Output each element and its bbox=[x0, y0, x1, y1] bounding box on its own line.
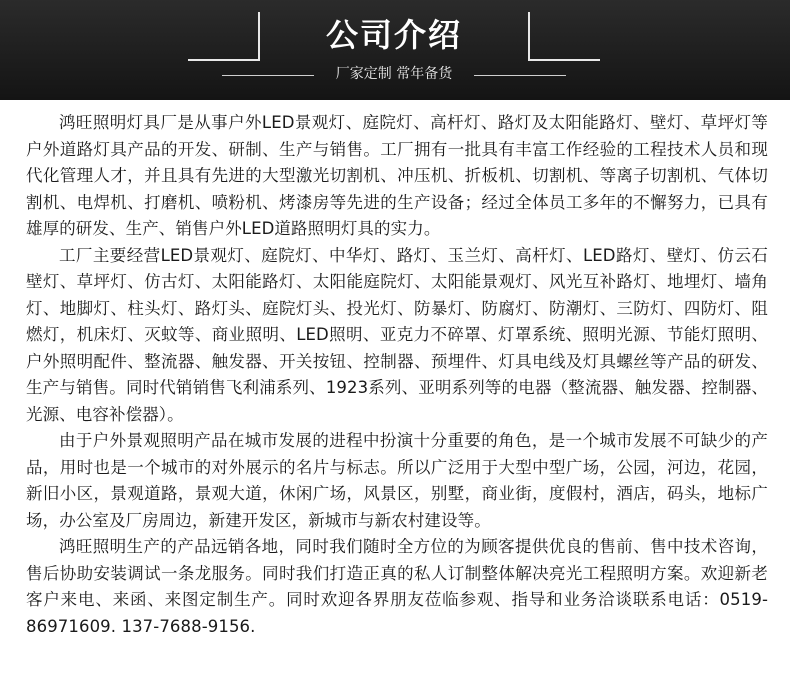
intro-paragraph-1: 鸿旺照明灯具厂是从事户外LED景观灯、庭院灯、高杆灯、路灯及太阳能路灯、壁灯、草坪灯等户外道路灯具产品的开发、研制、生产与销售。工厂拥有一批具有丰富工作经验的工程技术人员和现代化管理人才，并且具有先进的大型激光切割机、冲压机、折板机、切割机、等离子切割机、气体切割机、电焊机、打磨机、喷粉机、烤漆房等先进的生产设备；经过全体员工多年的不懈努力，已具有雄厚的研发、生产、销售户外LED道路照明灯具的实力。 bbox=[26, 113, 768, 238]
subtitle-right-line bbox=[474, 75, 566, 76]
intro-paragraph-2: 工厂主要经营LED景观灯、庭院灯、中华灯、路灯、玉兰灯、高杆灯、LED路灯、壁灯、仿云石壁灯、草坪灯、仿古灯、太阳能路灯、太阳能庭院灯、太阳能景观灯、风光互补路灯、地埋灯、墙角灯、地脚灯、柱头灯、路灯头、庭院灯头、投光灯、防暴灯、防腐灯、防潮灯、三防灯、四防灯、阻燃灯，机床灯、灭蚊等、商业照明、LED照明、亚克力不碎罩、灯罩系统、照明光源、节能灯照明、户外照明配件、整流器、触发器、开关按钮、控制器、预埋件、灯具电线及灯具螺丝等产品的研发、生产与销售。同时代销销售飞利浦系列、1923系列、亚明系列等的电器（整流器、触发器、控制器、光源、电容补偿器）。 bbox=[26, 245, 768, 424]
subtitle-left-line bbox=[222, 75, 314, 76]
page-subtitle: 厂家定制 常年备货 bbox=[335, 66, 453, 82]
intro-paragraph-3: 由于户外景观照明产品在城市发展的进程中扮演十分重要的角色，是一个城市发展不可缺少的产品，用时也是一个城市的对外展示的名片与标志。所以广泛用于大型中型广场，公园，河边，花园，新旧小区，景观道路，景观大道，休闲广场，风景区，别墅，商业街，度假村，酒店，码头，地标广场，办公室及厂房周边，新建开发区，新城市与新农村建设等。 bbox=[26, 431, 768, 530]
left-divider-line bbox=[188, 59, 260, 61]
header-banner bbox=[0, 0, 790, 100]
intro-content bbox=[0, 100, 790, 640]
page-title: 公司介绍 bbox=[325, 16, 462, 54]
right-divider-line bbox=[528, 59, 600, 61]
intro-paragraph-4: 鸿旺照明生产的产品远销各地，同时我们随时全方位的为顾客提供优良的售前、售中技术咨询，售后协助安装调试一条龙服务。同时我们打造正真的私人订制整体解决亮光工程照明方案。欢迎新老客户来电、来函、来图定制生产。同时欢迎各界朋友莅临参观、指导和业务洽谈联系电话：0519-86971609. 137-7688-9156. bbox=[26, 537, 768, 636]
